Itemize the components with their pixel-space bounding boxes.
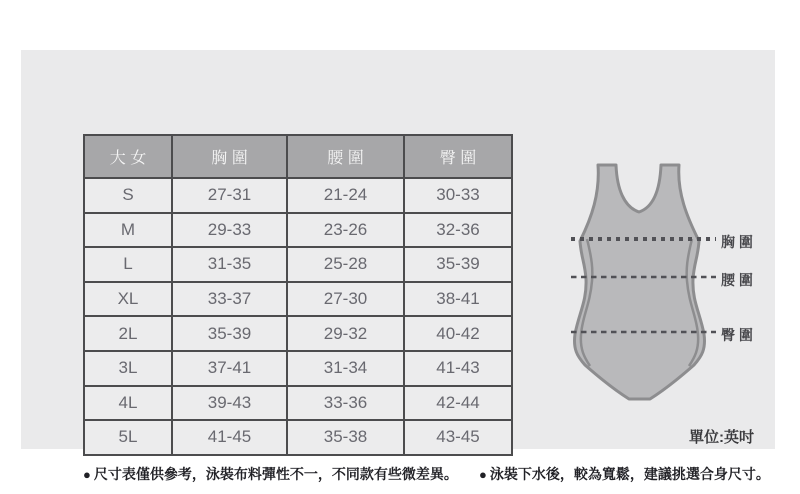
cell-size: 4L bbox=[84, 386, 172, 421]
cell-hip: 32-36 bbox=[404, 213, 512, 248]
cell-hip: 41-43 bbox=[404, 351, 512, 386]
cell-waist: 21-24 bbox=[287, 178, 404, 213]
cell-waist: 35-38 bbox=[287, 420, 404, 455]
table-row bbox=[84, 178, 512, 213]
swimsuit-illustration bbox=[574, 165, 704, 399]
footnote-2-text: 泳裝下水後，較為寬鬆，建議挑選合身尺寸。 bbox=[489, 466, 770, 482]
cell-size: 5L bbox=[84, 420, 172, 455]
cell-chest: 33-37 bbox=[172, 282, 287, 317]
size-table bbox=[83, 134, 513, 456]
cell-chest: 39-43 bbox=[172, 386, 287, 421]
cell-size: L bbox=[84, 247, 172, 282]
table-row bbox=[84, 351, 512, 386]
cell-chest: 27-31 bbox=[172, 178, 287, 213]
cell-waist: 29-32 bbox=[287, 316, 404, 351]
cell-hip: 30-33 bbox=[404, 178, 512, 213]
table-row bbox=[84, 213, 512, 248]
cell-waist: 27-30 bbox=[287, 282, 404, 317]
cell-chest: 41-45 bbox=[172, 420, 287, 455]
cell-size: 2L bbox=[84, 316, 172, 351]
table-row bbox=[84, 247, 512, 282]
cell-size: M bbox=[84, 213, 172, 248]
cell-size: 3L bbox=[84, 351, 172, 386]
waist-measure-label: 腰 圍 bbox=[721, 272, 753, 288]
hip-measure-label: 臀 圍 bbox=[721, 327, 753, 343]
bullet-icon: ● bbox=[83, 467, 91, 482]
cell-hip: 35-39 bbox=[404, 247, 512, 282]
cell-chest: 35-39 bbox=[172, 316, 287, 351]
table-row bbox=[84, 282, 512, 317]
footnote-1-text: 尺寸表僅供參考，泳裝布料彈性不一，不同款有些微差異。 bbox=[93, 466, 458, 482]
unit-label: 單位:英吋 bbox=[689, 429, 754, 446]
cell-size: XL bbox=[84, 282, 172, 317]
cell-chest: 31-35 bbox=[172, 247, 287, 282]
table-header-row bbox=[84, 135, 512, 178]
table-row bbox=[84, 386, 512, 421]
header-hip: 臀 圍 bbox=[404, 135, 512, 178]
size-chart-card bbox=[21, 50, 775, 482]
cell-hip: 42-44 bbox=[404, 386, 512, 421]
swimsuit-diagram-svg bbox=[566, 155, 726, 410]
cell-hip: 40-42 bbox=[404, 316, 512, 351]
cell-hip: 43-45 bbox=[404, 420, 512, 455]
header-size: 大 女 bbox=[84, 135, 172, 178]
header-chest: 胸 圍 bbox=[172, 135, 287, 178]
cell-waist: 23-26 bbox=[287, 213, 404, 248]
cell-waist: 33-36 bbox=[287, 386, 404, 421]
footnote-1 bbox=[83, 464, 458, 484]
cell-waist: 31-34 bbox=[287, 351, 404, 386]
table-row bbox=[84, 316, 512, 351]
chest-measure-label: 胸 圍 bbox=[721, 234, 753, 250]
footnote-2 bbox=[479, 464, 770, 484]
cell-waist: 25-28 bbox=[287, 247, 404, 282]
table-row bbox=[84, 420, 512, 455]
cell-size: S bbox=[84, 178, 172, 213]
cell-chest: 29-33 bbox=[172, 213, 287, 248]
header-waist: 腰 圍 bbox=[287, 135, 404, 178]
cell-chest: 37-41 bbox=[172, 351, 287, 386]
bullet-icon: ● bbox=[479, 467, 487, 482]
cell-hip: 38-41 bbox=[404, 282, 512, 317]
